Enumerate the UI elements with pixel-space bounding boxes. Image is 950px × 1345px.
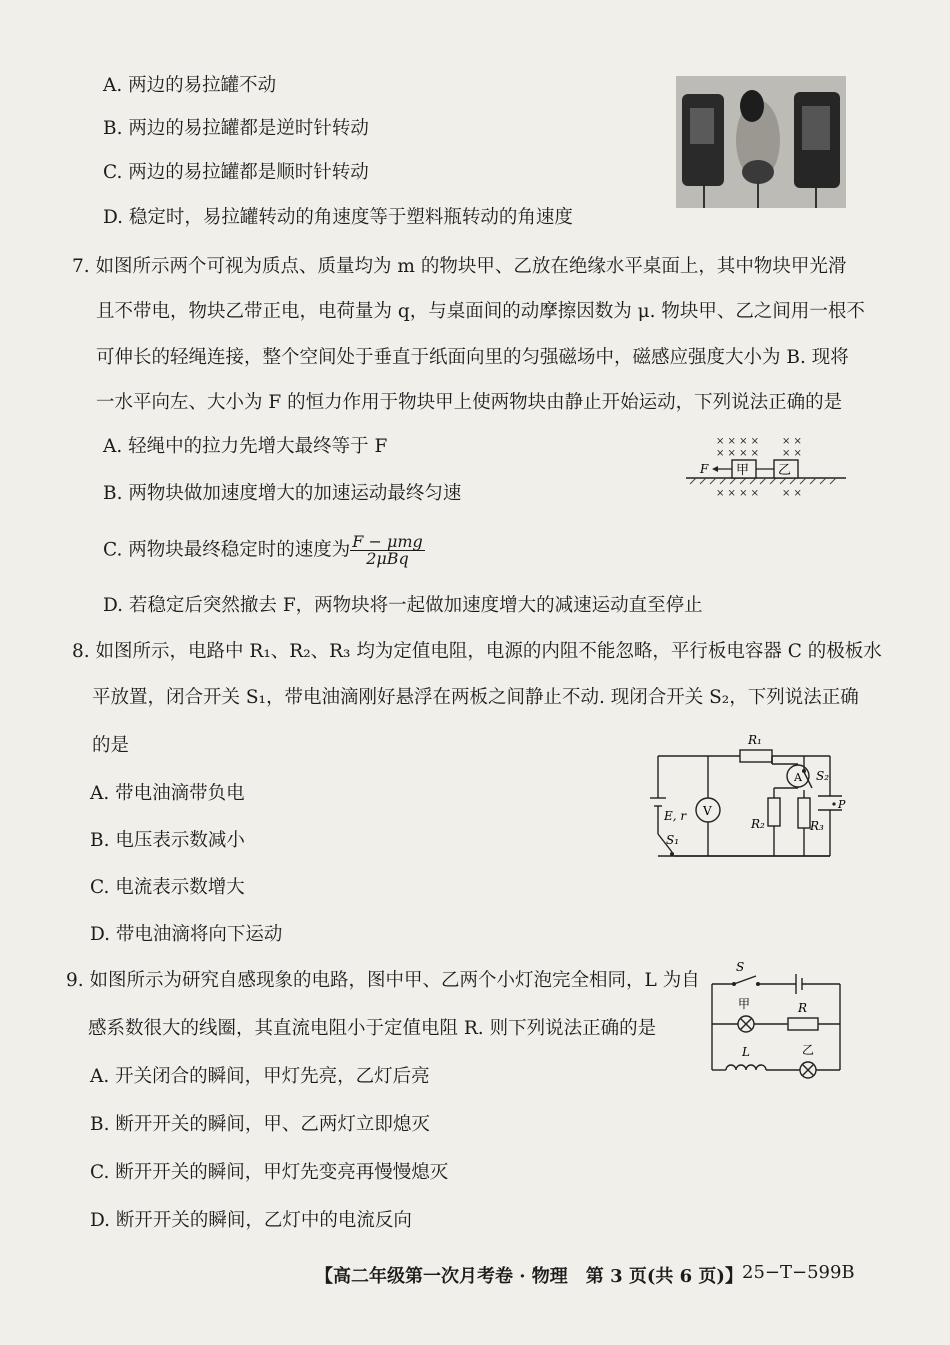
q9-option-a: A. 开关闭合的瞬间，甲灯先亮，乙灯后亮 [90,1066,430,1087]
q7-option-b: B. 两物块做加速度增大的加速运动最终匀速 [103,483,462,504]
lamp-b-label: 乙 [802,1043,815,1057]
q7-stem-line-2: 且不带电，物块乙带正电，电荷量为 q，与桌面间的动摩擦因数为 μ. 物块甲、乙之间用一根不 [96,301,865,322]
lamp-a-label: 甲 [738,997,751,1011]
block-a-label: 甲 [736,463,750,478]
switch-label: S [736,960,745,974]
q7-option-c [103,534,425,567]
q9-stem-line-1: 9. 如图所示为研究自感现象的电路，图中甲、乙两个小灯泡完全相同，L 为自 [66,970,700,991]
q6-option-a: A. 两边的易拉罐不动 [103,75,277,96]
q7-figure [686,432,848,500]
q8-stem-line-1: 8. 如图所示，电路中 R₁、R₂、R₃ 均为定值电阻，电源的内阻不能忽略，平行板电容器 C 的极板水 [72,641,882,662]
q8-circuit [648,728,848,862]
svg-text:× × × ×: × × × × [716,488,760,499]
block-b-label: 乙 [778,463,792,478]
q6-option-d: D. 稳定时，易拉罐转动的角速度等于塑料瓶转动的角速度 [103,207,573,228]
q7-stem-line-4: 一水平向左、大小为 F 的恒力作用于物块甲上使两物块由静止开始运动，下列说法正确的是 [96,392,843,413]
q7-stem-line-3: 可伸长的轻绳连接，整个空间处于垂直于纸面向里的匀强磁场中，磁感应强度大小为 B. 现将 [96,347,849,368]
q6-photo [676,76,846,208]
svg-text:× × × ×: × × × × [716,436,760,447]
q8-option-c: C. 电流表示数增大 [90,877,245,898]
q8-option-a: A. 带电油滴带负电 [90,783,245,804]
q7-option-a: A. 轻绳中的拉力先增大最终等于 F [103,436,388,457]
q9-option-c: C. 断开开关的瞬间，甲灯先变亮再慢慢熄灭 [90,1162,449,1183]
exam-code: 25−T−599B [742,1262,855,1283]
r3-label: R₃ [810,819,824,833]
inductor-label: L [742,1045,750,1059]
oil-drop [832,802,835,805]
ammeter-label: A [794,771,802,784]
svg-text:× ×: × × [782,448,802,459]
svg-text:× ×: × × [782,436,802,447]
q7-option-c-denominator: 2μBq [366,549,409,568]
q8-option-d: D. 带电油滴将向下运动 [90,924,283,945]
q7-stem-line-1: 7. 如图所示两个可视为质点、质量均为 m 的物块甲、乙放在绝缘水平桌面上，其中物块甲光滑 [72,256,847,277]
q9-stem-line-2: 感系数很大的线圈，其直流电阻小于定值电阻 R. 则下列说法正确的是 [88,1018,657,1039]
svg-text:× × × ×: × × × × [716,448,760,459]
q8-stem-line-3: 的是 [92,735,130,756]
q7-option-d: D. 若稳定后突然撤去 F，两物块将一起做加速度增大的减速运动直至停止 [103,595,703,616]
svg-text:× ×: × × [782,488,802,499]
q9-circuit [704,960,856,1084]
r1-label: R₁ [748,733,762,747]
source-label: E, r [664,809,687,823]
voltmeter-label: V [703,804,712,818]
q9-option-d: D. 断开开关的瞬间，乙灯中的电流反向 [90,1210,412,1231]
s2-label: S₂ [816,769,830,783]
page-footer: 【高二年级第一次月考卷 · 物理 第 3 页(共 6 页)】 [315,1266,743,1287]
p-label: P [838,798,846,811]
r2-label: R₂ [751,817,765,831]
q7-option-c-prefix: C. 两物块最终稳定时的速度为 [103,539,351,561]
s1-label: S₁ [666,833,680,847]
q7-option-c-fraction [350,534,425,567]
resistor-label: R [798,1001,808,1015]
q9-option-b: B. 断开开关的瞬间，甲、乙两灯立即熄灭 [90,1114,430,1135]
q8-option-b: B. 电压表示数减小 [90,830,245,851]
q6-option-c: C. 两边的易拉罐都是顺时针转动 [103,162,369,183]
force-label: F [700,462,709,476]
q6-option-b: B. 两边的易拉罐都是逆时针转动 [103,118,369,139]
q7-option-c-numerator: F − μmg [352,532,423,551]
q8-stem-line-2: 平放置，闭合开关 S₁，带电油滴刚好悬浮在两板之间静止不动. 现闭合开关 S₂，下列说法正确 [92,687,859,708]
